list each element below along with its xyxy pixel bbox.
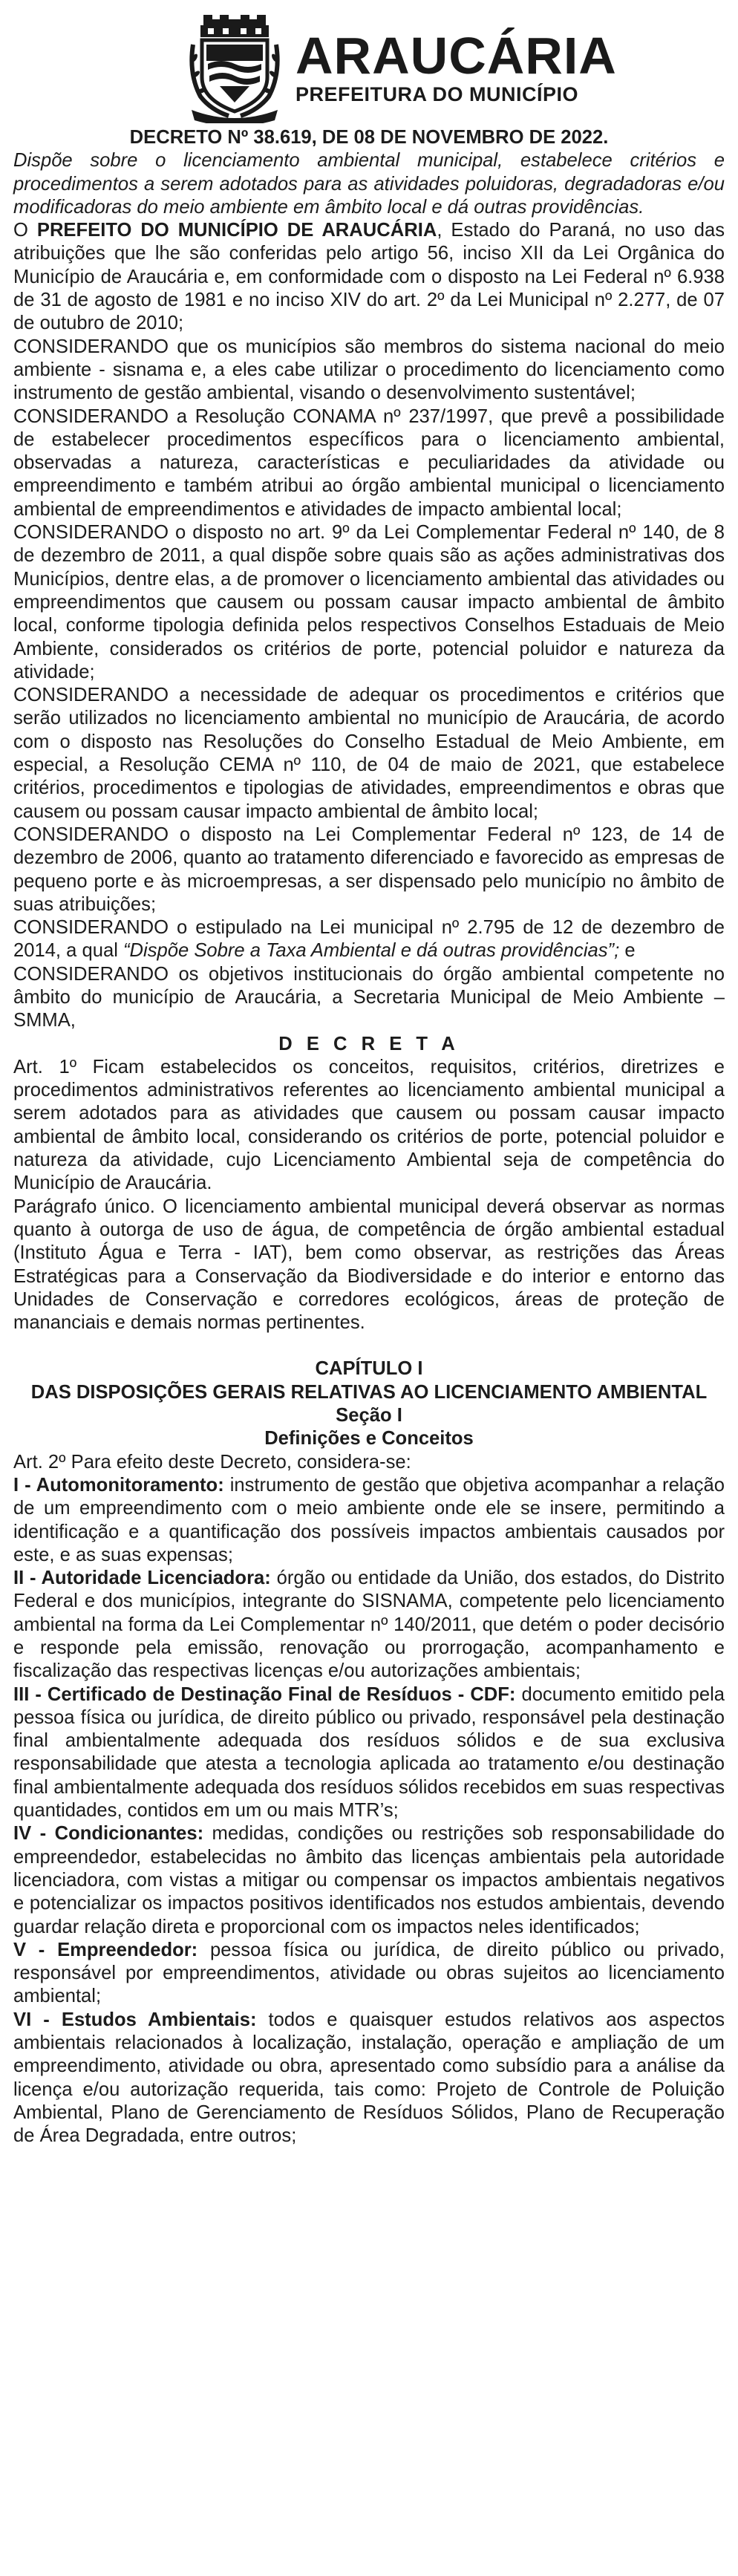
decreta-heading: D E C R E T A: [278, 1033, 460, 1054]
article-1-paragraph: Parágrafo único. O licenciamento ambiental municipal deverá observar as normas quanto à outorga de uso de água, de competência de órgão ambiental estadual (Instituto Água e Terra - IAT), bem como observar, as restrições das Áreas Estratégicas para a Conservação da Biodiversidade e do interior e entorno das Unidades de Conservação e corredores ecológicos, áreas de proteção de mananciais e demais normas pertinentes.: [13, 1196, 725, 1334]
definition-item: [13, 1474, 725, 1567]
definition-term: II - Autoridade Licenciadora:: [13, 1568, 271, 1589]
section-name: Definições e Conceitos: [264, 1428, 474, 1450]
definition-item: [13, 1683, 725, 1823]
definition-item: [13, 1939, 725, 2009]
definition-text: instrumento de gestão que objetiva acompanhar a relação de um empreendimento com o meio ambiente onde ele se insere, permitindo a identificação e a quantificação dos possíveis impactos ambientais causados por este, e as suas expensas;: [13, 1474, 725, 1565]
article-1: Art. 1º Ficam estabelecidos os conceitos, requisitos, critérios, diretrizes e procedimentos administrativos referentes ao licenciamento ambiental municipal a serem adotados para as atividades que causem ou possam causar impacto ambiental de âmbito local, considerando os critérios de porte, potencial poluidor e natureza da atividade, cujo Licenciamento Ambiental seja de competência do Município de Araucária.: [13, 1056, 725, 1194]
considerando-6-quote: “Dispõe Sobre a Taxa Ambiental e dá outras providências”;: [123, 940, 620, 962]
definition-item: [13, 2009, 725, 2148]
article-2: Art. 2º Para efeito deste Decreto, considera-se:: [13, 1451, 411, 1473]
brand: [295, 27, 617, 105]
definition-term: I - Automonitoramento:: [13, 1474, 224, 1496]
municipality-name: ARAUCÁRIA: [295, 27, 617, 85]
chapter-title: CAPÍTULO I: [315, 1358, 423, 1380]
mayor-title: PREFEITO DO MUNICÍPIO DE ARAUCÁRIA: [36, 220, 437, 241]
section-title: Seção I: [336, 1405, 402, 1426]
considerando-6: [13, 916, 725, 963]
preamble-lead: O: [13, 220, 37, 241]
definition-term: IV - Condicionantes:: [13, 1823, 204, 1845]
spacer: [13, 1334, 725, 1357]
considerando-6-lead: CONSIDERANDO o estipulado na Lei municipal nº 2.795 de 12 de dezembro de 2014, a qual: [13, 917, 725, 962]
coat-of-arms-icon: [186, 15, 284, 123]
definition-item: [13, 1822, 725, 1938]
municipality-subtitle: PREFEITURA DO MUNICÍPIO: [295, 83, 579, 105]
definition-text: documento emitido pela pessoa física ou jurídica, de direito público ou privado, responsável pela destinação final ambientalmente adequada dos resíduos sólidos e de sua exclusiva responsabilidade que atesta a tecnologia aplicada ao tratamento e/ou destinação final ambientalmente adequada dos resíduos sólidos recebidos em suas respectivas quantidades, contidos em um ou mais MTR’s;: [13, 1683, 725, 1822]
considerando-1: CONSIDERANDO que os municípios são membros do sistema nacional do meio ambiente - sisnama e, a eles cabe utilizar o procedimento do licenciamento como instrumento de gestão ambiental, visando o desenvolvimento sustentável;: [13, 336, 725, 404]
definition-text: pessoa física ou jurídica, de direito público ou privado, responsável por empreendimentos, atividade ou obras sujeitos ao licenciamento ambiental;: [13, 1939, 725, 2007]
definition-term: V - Empreendedor:: [13, 1939, 198, 1960]
definition-term: III - Certificado de Destinação Final de Resíduos - CDF:: [13, 1683, 516, 1705]
preamble-rest: , Estado do Paraná, no uso das atribuições que lhe são conferidas pelo artigo 56, inciso XII da Lei Orgânica do Município de Araucária e, em conformidade com o disposto na Lei Federal nº 6.938 de 31 de agosto de 1981 e no inciso XIV do art. 2º da Lei Municipal nº 2.277, de 07 de outubro de 2010;: [13, 220, 725, 334]
definition-term: VI - Estudos Ambientais:: [13, 2009, 257, 2030]
considerando-4: CONSIDERANDO a necessidade de adequar os procedimentos e critérios que serão utilizados no licenciamento ambiental no município de Araucária, de acordo com o disposto nas Resoluções do Conselho Estadual de Meio Ambiente, em especial, a Resolução CEMA nº 110, de 04 de maio de 2021, que estabelece critérios, procedimentos e tipologias de atividades, empreendimentos e obras que causem ou possam causar impacto ambiental de âmbito local;: [13, 685, 725, 822]
considerando-5: CONSIDERANDO o disposto na Lei Complementar Federal nº 123, de 14 de dezembro de 2006, quanto ao tratamento diferenciado e favorecido as empresas de pequeno porte e às microempresas, a ser dispensado pelo município no âmbito de suas atribuições;: [13, 824, 725, 915]
definition-text: órgão ou entidade da União, dos estados, do Distrito Federal e dos municípios, integrante do SISNAMA, competente pelo licenciamento ambiental na forma da Lei Complementar nº 140/2011, que detém o poder decisório e responde pela emissão, renovação ou prorrogação, acompanhamento e fiscalização das respectivas licenças e/ou autorizações ambientais;: [13, 1568, 725, 1682]
definition-text: todos e quaisquer estudos relativos aos aspectos ambientais relacionados à localização, instalação, operação e ampliação de um empreendimento, atividade ou obra, apresentado como subsídio para a análise da licença e/ou autorização requerida, tais como: Projeto de Controle de Poluição Ambiental, Plano de Gerenciamento de Resíduos Sólidos, Plano de Recuperação de Área Degradada, entre outros;: [13, 2009, 725, 2147]
considerando-7: CONSIDERANDO os objetivos institucionais do órgão ambiental competente no âmbito do município de Araucária, a Secretaria Municipal de Meio Ambiente – SMMA,: [13, 963, 725, 1031]
considerando-6-tail: e: [619, 940, 636, 962]
decree-body: [13, 126, 725, 2148]
considerando-2: CONSIDERANDO a Resolução CONAMA nº 237/1997, que prevê a possibilidade de estabelecer procedimentos específicos para o licenciamento ambiental, observadas a natureza, características e peculiaridades da atividade ou empreendimento e também atribui ao órgão ambiental municipal o licenciamento ambiental de empreendimentos e atividades de impacto ambiental local;: [13, 405, 725, 520]
masthead: [13, 15, 725, 126]
decree-summary: Dispõe sobre o licenciamento ambiental municipal, estabelece critérios e procedimentos a serem adotados para as atividades poluidoras, degradadoras e/ou modificadoras do meio ambiente em âmbito local e dá outras providências.: [13, 150, 725, 218]
chapter-name: DAS DISPOSIÇÕES GERAIS RELATIVAS AO LICENCIAMENTO AMBIENTAL: [30, 1381, 708, 1403]
considerando-3: CONSIDERANDO o disposto no art. 9º da Lei Complementar Federal nº 140, de 8 de dezembro de 2011, a qual dispõe sobre quais são as ações administrativas dos Municípios, dentre elas, a de promover o licenciamento ambiental das atividades ou empreendimentos que causem ou possam causar impacto ambiental de âmbito local, conforme tipologia definida pelos respectivos Conselhos Estaduais de Meio Ambiente, considerados os critérios de porte, potencial poluidor e natureza da atividade;: [13, 522, 725, 682]
definition-item: [13, 1567, 725, 1683]
preamble: [13, 219, 725, 335]
decree-title: DECRETO Nº 38.619, DE 08 DE NOVEMBRO DE 2022.: [129, 127, 609, 148]
definition-text: medidas, condições ou restrições sob responsabilidade do empreendedor, estabelecidas no âmbito das licenças ambientais pela autoridade licenciadora, com vistas a mitigar ou compensar os impactos ambientais negativos e potencializar os impactos positivos identificados nos estudos ambientais, devendo guardar relação direta e proporcional com os impactos neles identificados;: [13, 1823, 725, 1937]
